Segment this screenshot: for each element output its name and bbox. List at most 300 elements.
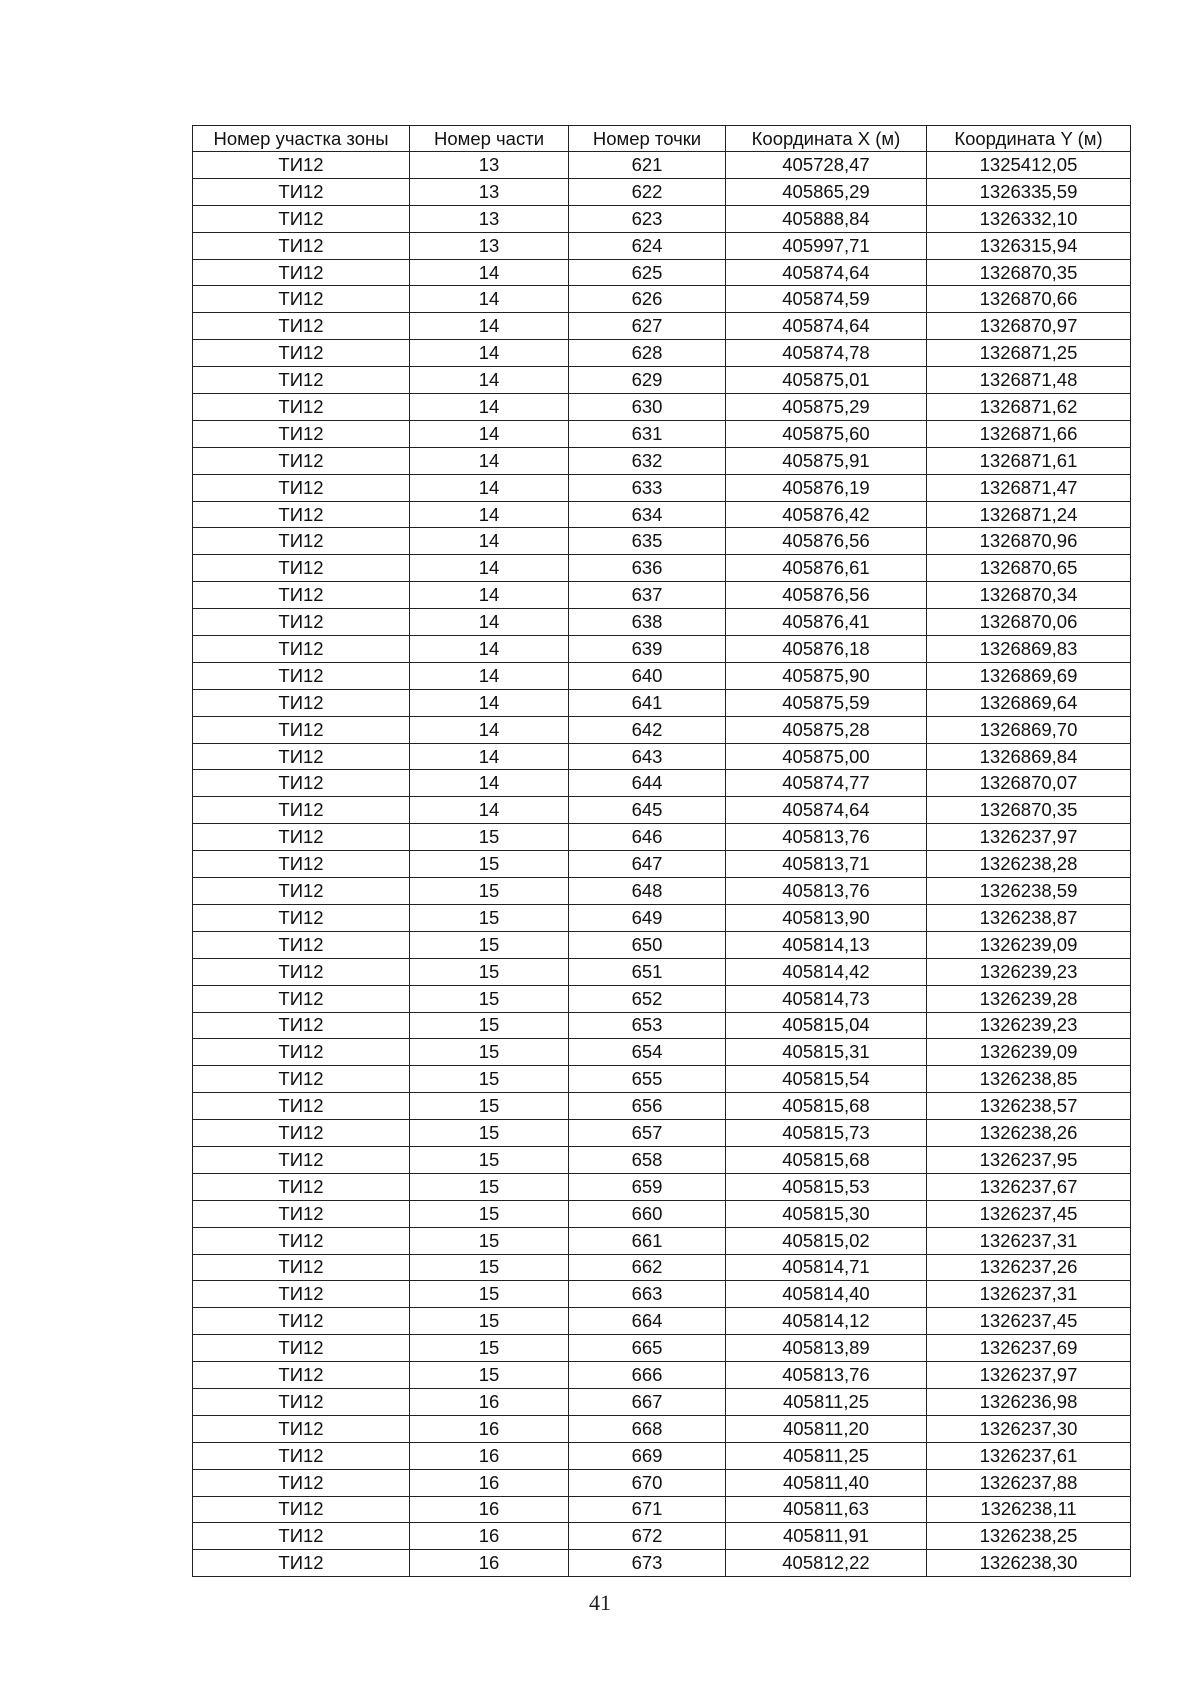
cell-coordinate-y: 1326239,23 — [927, 958, 1131, 985]
cell-zone-section: ТИ12 — [193, 851, 410, 878]
table-row — [193, 582, 1131, 609]
cell-part-number: 14 — [410, 689, 569, 716]
cell-zone-section: ТИ12 — [193, 1281, 410, 1308]
cell-part-number: 14 — [410, 313, 569, 340]
cell-zone-section: ТИ12 — [193, 340, 410, 367]
cell-coordinate-y: 1326237,69 — [927, 1335, 1131, 1362]
cell-part-number: 15 — [410, 1308, 569, 1335]
cell-zone-section: ТИ12 — [193, 1066, 410, 1093]
cell-part-number: 14 — [410, 662, 569, 689]
cell-coordinate-x: 405815,53 — [726, 1173, 927, 1200]
cell-part-number: 15 — [410, 1120, 569, 1147]
cell-part-number: 15 — [410, 1362, 569, 1389]
cell-part-number: 13 — [410, 232, 569, 259]
table-row — [193, 555, 1131, 582]
table-row — [193, 259, 1131, 286]
table-row — [193, 420, 1131, 447]
cell-coordinate-y: 1326238,87 — [927, 904, 1131, 931]
table-row — [193, 152, 1131, 179]
cell-zone-section: ТИ12 — [193, 1254, 410, 1281]
cell-coordinate-x: 405815,68 — [726, 1093, 927, 1120]
cell-coordinate-x: 405874,64 — [726, 797, 927, 824]
cell-coordinate-y: 1326236,98 — [927, 1388, 1131, 1415]
cell-point-number: 668 — [569, 1415, 726, 1442]
table-row — [193, 447, 1131, 474]
table-row — [193, 1388, 1131, 1415]
cell-part-number: 16 — [410, 1388, 569, 1415]
header-coordinate-x: Координата X (м) — [726, 126, 927, 152]
cell-coordinate-x: 405811,63 — [726, 1496, 927, 1523]
cell-coordinate-y: 1326238,85 — [927, 1066, 1131, 1093]
header-point-number: Номер точки — [569, 126, 726, 152]
cell-point-number: 656 — [569, 1093, 726, 1120]
cell-point-number: 623 — [569, 205, 726, 232]
cell-part-number: 15 — [410, 1066, 569, 1093]
cell-coordinate-y: 1326870,96 — [927, 528, 1131, 555]
table-row — [193, 394, 1131, 421]
cell-point-number: 635 — [569, 528, 726, 555]
table-row — [193, 1442, 1131, 1469]
cell-zone-section: ТИ12 — [193, 770, 410, 797]
cell-coordinate-y: 1326237,30 — [927, 1415, 1131, 1442]
cell-part-number: 15 — [410, 824, 569, 851]
cell-zone-section: ТИ12 — [193, 985, 410, 1012]
cell-zone-section: ТИ12 — [193, 1200, 410, 1227]
cell-point-number: 649 — [569, 904, 726, 931]
cell-zone-section: ТИ12 — [193, 420, 410, 447]
table-row — [193, 743, 1131, 770]
cell-part-number: 14 — [410, 609, 569, 636]
cell-coordinate-x: 405875,60 — [726, 420, 927, 447]
cell-part-number: 14 — [410, 770, 569, 797]
cell-coordinate-y: 1326237,45 — [927, 1308, 1131, 1335]
cell-coordinate-x: 405728,47 — [726, 152, 927, 179]
cell-point-number: 652 — [569, 985, 726, 1012]
cell-coordinate-x: 405865,29 — [726, 178, 927, 205]
cell-zone-section: ТИ12 — [193, 1227, 410, 1254]
cell-coordinate-x: 405815,54 — [726, 1066, 927, 1093]
cell-coordinate-y: 1326237,31 — [927, 1227, 1131, 1254]
cell-coordinate-y: 1326870,06 — [927, 609, 1131, 636]
cell-coordinate-y: 1326869,69 — [927, 662, 1131, 689]
cell-coordinate-y: 1326237,67 — [927, 1173, 1131, 1200]
cell-part-number: 14 — [410, 259, 569, 286]
cell-coordinate-x: 405874,64 — [726, 313, 927, 340]
table-row — [193, 1415, 1131, 1442]
cell-coordinate-x: 405876,19 — [726, 474, 927, 501]
table-row — [193, 904, 1131, 931]
cell-coordinate-y: 1326870,34 — [927, 582, 1131, 609]
cell-point-number: 638 — [569, 609, 726, 636]
table-row — [193, 1039, 1131, 1066]
cell-point-number: 670 — [569, 1469, 726, 1496]
cell-coordinate-x: 405874,59 — [726, 286, 927, 313]
cell-coordinate-y: 1326870,35 — [927, 259, 1131, 286]
cell-coordinate-x: 405876,61 — [726, 555, 927, 582]
cell-zone-section: ТИ12 — [193, 1442, 410, 1469]
cell-coordinate-x: 405815,73 — [726, 1120, 927, 1147]
cell-point-number: 672 — [569, 1523, 726, 1550]
cell-coordinate-x: 405813,76 — [726, 878, 927, 905]
cell-part-number: 15 — [410, 1173, 569, 1200]
cell-zone-section: ТИ12 — [193, 689, 410, 716]
cell-coordinate-y: 1326237,95 — [927, 1146, 1131, 1173]
cell-point-number: 632 — [569, 447, 726, 474]
cell-part-number: 14 — [410, 501, 569, 528]
cell-coordinate-y: 1326238,25 — [927, 1523, 1131, 1550]
cell-zone-section: ТИ12 — [193, 609, 410, 636]
cell-coordinate-y: 1326871,62 — [927, 394, 1131, 421]
table-row — [193, 851, 1131, 878]
cell-point-number: 651 — [569, 958, 726, 985]
cell-coordinate-y: 1326239,28 — [927, 985, 1131, 1012]
cell-part-number: 15 — [410, 1200, 569, 1227]
cell-coordinate-x: 405875,90 — [726, 662, 927, 689]
cell-zone-section: ТИ12 — [193, 1469, 410, 1496]
table-row — [193, 1227, 1131, 1254]
cell-coordinate-y: 1326238,28 — [927, 851, 1131, 878]
cell-part-number: 13 — [410, 205, 569, 232]
cell-part-number: 14 — [410, 743, 569, 770]
table-row — [193, 1254, 1131, 1281]
cell-coordinate-x: 405875,29 — [726, 394, 927, 421]
cell-zone-section: ТИ12 — [193, 205, 410, 232]
cell-coordinate-y: 1326238,11 — [927, 1496, 1131, 1523]
table-row — [193, 1066, 1131, 1093]
cell-point-number: 657 — [569, 1120, 726, 1147]
table-row — [193, 931, 1131, 958]
cell-coordinate-y: 1326871,25 — [927, 340, 1131, 367]
cell-part-number: 16 — [410, 1469, 569, 1496]
cell-zone-section: ТИ12 — [193, 259, 410, 286]
cell-zone-section: ТИ12 — [193, 394, 410, 421]
cell-coordinate-y: 1326239,09 — [927, 931, 1131, 958]
cell-zone-section: ТИ12 — [193, 367, 410, 394]
cell-part-number: 15 — [410, 878, 569, 905]
table-row — [193, 770, 1131, 797]
cell-zone-section: ТИ12 — [193, 528, 410, 555]
cell-point-number: 659 — [569, 1173, 726, 1200]
cell-coordinate-x: 405815,04 — [726, 1012, 927, 1039]
cell-point-number: 633 — [569, 474, 726, 501]
cell-part-number: 15 — [410, 931, 569, 958]
cell-coordinate-y: 1326238,59 — [927, 878, 1131, 905]
cell-point-number: 625 — [569, 259, 726, 286]
cell-coordinate-y: 1326869,70 — [927, 716, 1131, 743]
cell-coordinate-y: 1326238,57 — [927, 1093, 1131, 1120]
cell-point-number: 648 — [569, 878, 726, 905]
table-row — [193, 501, 1131, 528]
cell-coordinate-y: 1326871,47 — [927, 474, 1131, 501]
cell-point-number: 645 — [569, 797, 726, 824]
table-row — [193, 313, 1131, 340]
cell-part-number: 15 — [410, 1254, 569, 1281]
cell-coordinate-x: 405997,71 — [726, 232, 927, 259]
cell-point-number: 650 — [569, 931, 726, 958]
table-row — [193, 1173, 1131, 1200]
cell-part-number: 16 — [410, 1523, 569, 1550]
cell-coordinate-x: 405813,89 — [726, 1335, 927, 1362]
cell-part-number: 13 — [410, 152, 569, 179]
cell-coordinate-x: 405811,20 — [726, 1415, 927, 1442]
cell-coordinate-x: 405813,90 — [726, 904, 927, 931]
table-row — [193, 797, 1131, 824]
cell-coordinate-y: 1326237,45 — [927, 1200, 1131, 1227]
cell-coordinate-x: 405875,01 — [726, 367, 927, 394]
cell-zone-section: ТИ12 — [193, 232, 410, 259]
cell-zone-section: ТИ12 — [193, 1523, 410, 1550]
cell-coordinate-y: 1326871,61 — [927, 447, 1131, 474]
cell-coordinate-x: 405815,30 — [726, 1200, 927, 1227]
cell-part-number: 14 — [410, 474, 569, 501]
cell-coordinate-y: 1326237,31 — [927, 1281, 1131, 1308]
table-row — [193, 1469, 1131, 1496]
cell-coordinate-y: 1326237,26 — [927, 1254, 1131, 1281]
cell-zone-section: ТИ12 — [193, 582, 410, 609]
cell-part-number: 16 — [410, 1415, 569, 1442]
cell-coordinate-x: 405814,73 — [726, 985, 927, 1012]
cell-point-number: 663 — [569, 1281, 726, 1308]
cell-part-number: 14 — [410, 555, 569, 582]
cell-zone-section: ТИ12 — [193, 716, 410, 743]
cell-coordinate-x: 405874,78 — [726, 340, 927, 367]
table-row — [193, 232, 1131, 259]
table-row — [193, 878, 1131, 905]
cell-coordinate-x: 405813,71 — [726, 851, 927, 878]
table-row — [193, 1093, 1131, 1120]
cell-part-number: 14 — [410, 340, 569, 367]
cell-part-number: 15 — [410, 1146, 569, 1173]
table-row — [193, 1308, 1131, 1335]
table-row — [193, 609, 1131, 636]
cell-part-number: 14 — [410, 394, 569, 421]
cell-point-number: 666 — [569, 1362, 726, 1389]
cell-coordinate-x: 405888,84 — [726, 205, 927, 232]
cell-part-number: 15 — [410, 1039, 569, 1066]
cell-coordinate-y: 1326871,66 — [927, 420, 1131, 447]
table-row — [193, 1335, 1131, 1362]
cell-point-number: 631 — [569, 420, 726, 447]
cell-zone-section: ТИ12 — [193, 1362, 410, 1389]
cell-zone-section: ТИ12 — [193, 878, 410, 905]
table-row — [193, 205, 1131, 232]
cell-zone-section: ТИ12 — [193, 797, 410, 824]
cell-point-number: 646 — [569, 824, 726, 851]
cell-coordinate-x: 405815,68 — [726, 1146, 927, 1173]
cell-coordinate-y: 1326870,07 — [927, 770, 1131, 797]
cell-coordinate-x: 405875,91 — [726, 447, 927, 474]
cell-zone-section: ТИ12 — [193, 286, 410, 313]
table-body — [193, 152, 1131, 1577]
cell-zone-section: ТИ12 — [193, 474, 410, 501]
cell-coordinate-y: 1326871,48 — [927, 367, 1131, 394]
cell-coordinate-x: 405811,25 — [726, 1388, 927, 1415]
header-coordinate-y: Координата Y (м) — [927, 126, 1131, 152]
cell-point-number: 664 — [569, 1308, 726, 1335]
cell-coordinate-x: 405874,64 — [726, 259, 927, 286]
cell-zone-section: ТИ12 — [193, 152, 410, 179]
cell-point-number: 669 — [569, 1442, 726, 1469]
cell-point-number: 630 — [569, 394, 726, 421]
cell-part-number: 15 — [410, 1093, 569, 1120]
cell-point-number: 626 — [569, 286, 726, 313]
cell-coordinate-y: 1325412,05 — [927, 152, 1131, 179]
cell-part-number: 15 — [410, 1335, 569, 1362]
cell-coordinate-y: 1326237,88 — [927, 1469, 1131, 1496]
cell-coordinate-y: 1326239,23 — [927, 1012, 1131, 1039]
table-row — [193, 636, 1131, 663]
cell-coordinate-y: 1326869,84 — [927, 743, 1131, 770]
cell-coordinate-x: 405813,76 — [726, 824, 927, 851]
cell-part-number: 15 — [410, 851, 569, 878]
page-number: 41 — [589, 1590, 611, 1615]
table-row — [193, 286, 1131, 313]
cell-zone-section: ТИ12 — [193, 1012, 410, 1039]
cell-coordinate-x: 405814,12 — [726, 1308, 927, 1335]
cell-point-number: 640 — [569, 662, 726, 689]
table-row — [193, 1146, 1131, 1173]
cell-point-number: 653 — [569, 1012, 726, 1039]
cell-point-number: 667 — [569, 1388, 726, 1415]
header-zone-section: Номер участка зоны — [193, 126, 410, 152]
cell-point-number: 660 — [569, 1200, 726, 1227]
cell-part-number: 14 — [410, 582, 569, 609]
cell-point-number: 634 — [569, 501, 726, 528]
cell-coordinate-x: 405876,56 — [726, 582, 927, 609]
cell-coordinate-x: 405815,31 — [726, 1039, 927, 1066]
cell-part-number: 14 — [410, 716, 569, 743]
cell-coordinate-y: 1326238,26 — [927, 1120, 1131, 1147]
cell-zone-section: ТИ12 — [193, 1308, 410, 1335]
cell-part-number: 15 — [410, 904, 569, 931]
cell-point-number: 629 — [569, 367, 726, 394]
cell-point-number: 641 — [569, 689, 726, 716]
cell-point-number: 627 — [569, 313, 726, 340]
cell-point-number: 639 — [569, 636, 726, 663]
cell-coordinate-y: 1326871,24 — [927, 501, 1131, 528]
cell-coordinate-y: 1326237,97 — [927, 1362, 1131, 1389]
table-row — [193, 367, 1131, 394]
cell-coordinate-x: 405874,77 — [726, 770, 927, 797]
cell-coordinate-y: 1326870,35 — [927, 797, 1131, 824]
cell-part-number: 15 — [410, 1227, 569, 1254]
cell-coordinate-x: 405876,56 — [726, 528, 927, 555]
cell-point-number: 654 — [569, 1039, 726, 1066]
cell-part-number: 15 — [410, 1281, 569, 1308]
table-row — [193, 985, 1131, 1012]
cell-zone-section: ТИ12 — [193, 1173, 410, 1200]
cell-point-number: 661 — [569, 1227, 726, 1254]
cell-part-number: 14 — [410, 286, 569, 313]
cell-part-number: 16 — [410, 1496, 569, 1523]
cell-point-number: 647 — [569, 851, 726, 878]
table-row — [193, 958, 1131, 985]
coordinates-table — [192, 125, 1131, 1577]
cell-zone-section: ТИ12 — [193, 662, 410, 689]
cell-zone-section: ТИ12 — [193, 958, 410, 985]
cell-part-number: 16 — [410, 1442, 569, 1469]
table-row — [193, 662, 1131, 689]
cell-point-number: 671 — [569, 1496, 726, 1523]
cell-coordinate-y: 1326332,10 — [927, 205, 1131, 232]
table-row — [193, 474, 1131, 501]
table-row — [193, 689, 1131, 716]
cell-zone-section: ТИ12 — [193, 1039, 410, 1066]
table-row — [193, 1120, 1131, 1147]
cell-coordinate-x: 405875,28 — [726, 716, 927, 743]
cell-point-number: 665 — [569, 1335, 726, 1362]
cell-part-number: 15 — [410, 985, 569, 1012]
cell-coordinate-x: 405875,59 — [726, 689, 927, 716]
cell-part-number: 14 — [410, 797, 569, 824]
cell-part-number: 13 — [410, 178, 569, 205]
cell-coordinate-x: 405813,76 — [726, 1362, 927, 1389]
cell-part-number: 14 — [410, 447, 569, 474]
cell-coordinate-x: 405875,00 — [726, 743, 927, 770]
cell-zone-section: ТИ12 — [193, 1550, 410, 1577]
cell-coordinate-y: 1326869,64 — [927, 689, 1131, 716]
cell-coordinate-x: 405814,71 — [726, 1254, 927, 1281]
table-row — [193, 716, 1131, 743]
table-row — [193, 1281, 1131, 1308]
cell-coordinate-x: 405811,25 — [726, 1442, 927, 1469]
cell-zone-section: ТИ12 — [193, 824, 410, 851]
cell-coordinate-y: 1326238,30 — [927, 1550, 1131, 1577]
cell-zone-section: ТИ12 — [193, 447, 410, 474]
cell-point-number: 662 — [569, 1254, 726, 1281]
cell-point-number: 673 — [569, 1550, 726, 1577]
cell-zone-section: ТИ12 — [193, 743, 410, 770]
table-row — [193, 824, 1131, 851]
table-row — [193, 1550, 1131, 1577]
cell-part-number: 14 — [410, 528, 569, 555]
cell-point-number: 644 — [569, 770, 726, 797]
cell-point-number: 621 — [569, 152, 726, 179]
cell-point-number: 636 — [569, 555, 726, 582]
cell-coordinate-x: 405876,41 — [726, 609, 927, 636]
cell-zone-section: ТИ12 — [193, 1388, 410, 1415]
cell-zone-section: ТИ12 — [193, 501, 410, 528]
table-row — [193, 1496, 1131, 1523]
cell-zone-section: ТИ12 — [193, 1093, 410, 1120]
cell-coordinate-y: 1326239,09 — [927, 1039, 1131, 1066]
cell-point-number: 628 — [569, 340, 726, 367]
cell-point-number: 643 — [569, 743, 726, 770]
table-row — [193, 1362, 1131, 1389]
cell-zone-section: ТИ12 — [193, 313, 410, 340]
table-row — [193, 178, 1131, 205]
cell-zone-section: ТИ12 — [193, 555, 410, 582]
cell-point-number: 622 — [569, 178, 726, 205]
cell-zone-section: ТИ12 — [193, 931, 410, 958]
cell-coordinate-x: 405811,91 — [726, 1523, 927, 1550]
cell-coordinate-y: 1326315,94 — [927, 232, 1131, 259]
cell-part-number: 14 — [410, 367, 569, 394]
cell-coordinate-x: 405814,40 — [726, 1281, 927, 1308]
header-part-number: Номер части — [410, 126, 569, 152]
cell-coordinate-y: 1326237,61 — [927, 1442, 1131, 1469]
cell-zone-section: ТИ12 — [193, 1335, 410, 1362]
table-row — [193, 1012, 1131, 1039]
table-row — [193, 1523, 1131, 1550]
table-row — [193, 528, 1131, 555]
cell-coordinate-y: 1326237,97 — [927, 824, 1131, 851]
cell-zone-section: ТИ12 — [193, 636, 410, 663]
cell-point-number: 658 — [569, 1146, 726, 1173]
cell-coordinate-y: 1326870,97 — [927, 313, 1131, 340]
cell-part-number: 14 — [410, 636, 569, 663]
cell-zone-section: ТИ12 — [193, 1415, 410, 1442]
